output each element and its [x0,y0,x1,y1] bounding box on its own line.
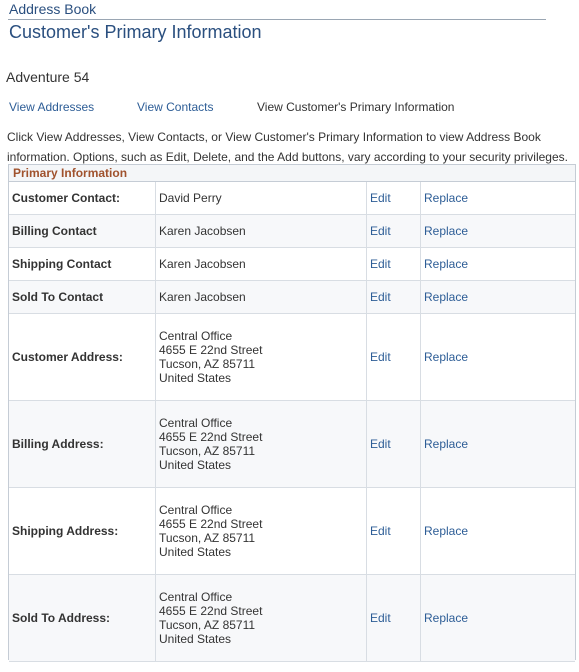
address-line: Tucson, AZ 85711 [159,531,256,545]
address-label: Customer Address: [9,314,156,401]
address-value [156,575,367,662]
address-row [9,401,575,488]
address-line: Tucson, AZ 85711 [159,444,256,458]
edit-cell [367,314,421,401]
app-title: Address Book [9,1,97,17]
contact-name: Karen Jacobsen [156,248,367,281]
instructions-text: Click View Addresses, View Contacts, or View Customer's Primary Information to view Address Book information. Options, such as Edit, Delete, and the Add buttons, vary according to your security privileges. [7,130,568,164]
contact-row [9,281,575,314]
view-primary-info-current: View Customer's Primary Information [257,100,455,114]
view-contacts-link[interactable]: View Contacts [137,100,214,114]
page-title: Customer's Primary Information [9,22,262,42]
replace-cell [421,575,576,662]
address-line: United States [159,458,232,472]
replace-cell [421,488,576,575]
address-value [156,488,367,575]
address-row [9,488,575,575]
edit-link[interactable]: Edit [370,350,391,364]
address-line: Central Office [159,329,233,343]
contact-label: Sold To Contact [9,281,156,314]
address-line: 4655 E 22nd Street [159,343,263,357]
replace-link[interactable]: Replace [424,611,469,625]
address-line: 4655 E 22nd Street [159,517,263,531]
contact-label: Shipping Contact [9,248,156,281]
primary-info-table [9,182,575,662]
address-label: Billing Address: [9,401,156,488]
primary-info-grid [8,164,576,660]
contact-row [9,215,575,248]
edit-cell [367,575,421,662]
address-row [9,314,575,401]
edit-cell [367,248,421,281]
edit-link[interactable]: Edit [370,224,391,238]
contact-name: David Perry [156,182,367,215]
replace-cell [421,401,576,488]
edit-cell [367,401,421,488]
contact-name: Karen Jacobsen [156,215,367,248]
address-value [156,401,367,488]
edit-link[interactable]: Edit [370,290,391,304]
address-line: Central Office [159,416,233,430]
replace-link[interactable]: Replace [424,350,469,364]
contact-label: Billing Contact [9,215,156,248]
address-line: Central Office [159,590,233,604]
address-line: Tucson, AZ 85711 [159,618,256,632]
address-value [156,314,367,401]
contact-label: Customer Contact: [9,182,156,215]
address-label: Sold To Address: [9,575,156,662]
address-line: United States [159,632,232,646]
edit-cell [367,182,421,215]
replace-cell [421,182,576,215]
replace-link[interactable]: Replace [424,290,469,304]
address-label: Shipping Address: [9,488,156,575]
address-row [9,575,575,662]
replace-cell [421,281,576,314]
address-line: Central Office [159,503,233,517]
address-line: Tucson, AZ 85711 [159,357,256,371]
grid-title: Primary Information [9,165,575,182]
replace-link[interactable]: Replace [424,191,469,205]
replace-cell [421,248,576,281]
edit-link[interactable]: Edit [370,611,391,625]
edit-cell [367,488,421,575]
address-line: 4655 E 22nd Street [159,430,263,444]
replace-link[interactable]: Replace [424,437,469,451]
edit-cell [367,281,421,314]
edit-link[interactable]: Edit [370,437,391,451]
contact-name: Karen Jacobsen [156,281,367,314]
edit-link[interactable]: Edit [370,257,391,271]
edit-link[interactable]: Edit [370,191,391,205]
edit-cell [367,215,421,248]
replace-cell [421,314,576,401]
contact-row [9,182,575,215]
replace-cell [421,215,576,248]
replace-link[interactable]: Replace [424,257,469,271]
edit-link[interactable]: Edit [370,524,391,538]
customer-name: Adventure 54 [6,69,90,85]
contact-row [9,248,575,281]
address-line: United States [159,371,232,385]
address-line: 4655 E 22nd Street [159,604,263,618]
replace-link[interactable]: Replace [424,224,469,238]
replace-link[interactable]: Replace [424,524,469,538]
view-addresses-link[interactable]: View Addresses [9,100,95,114]
address-line: United States [159,545,232,559]
header-divider [8,19,546,20]
